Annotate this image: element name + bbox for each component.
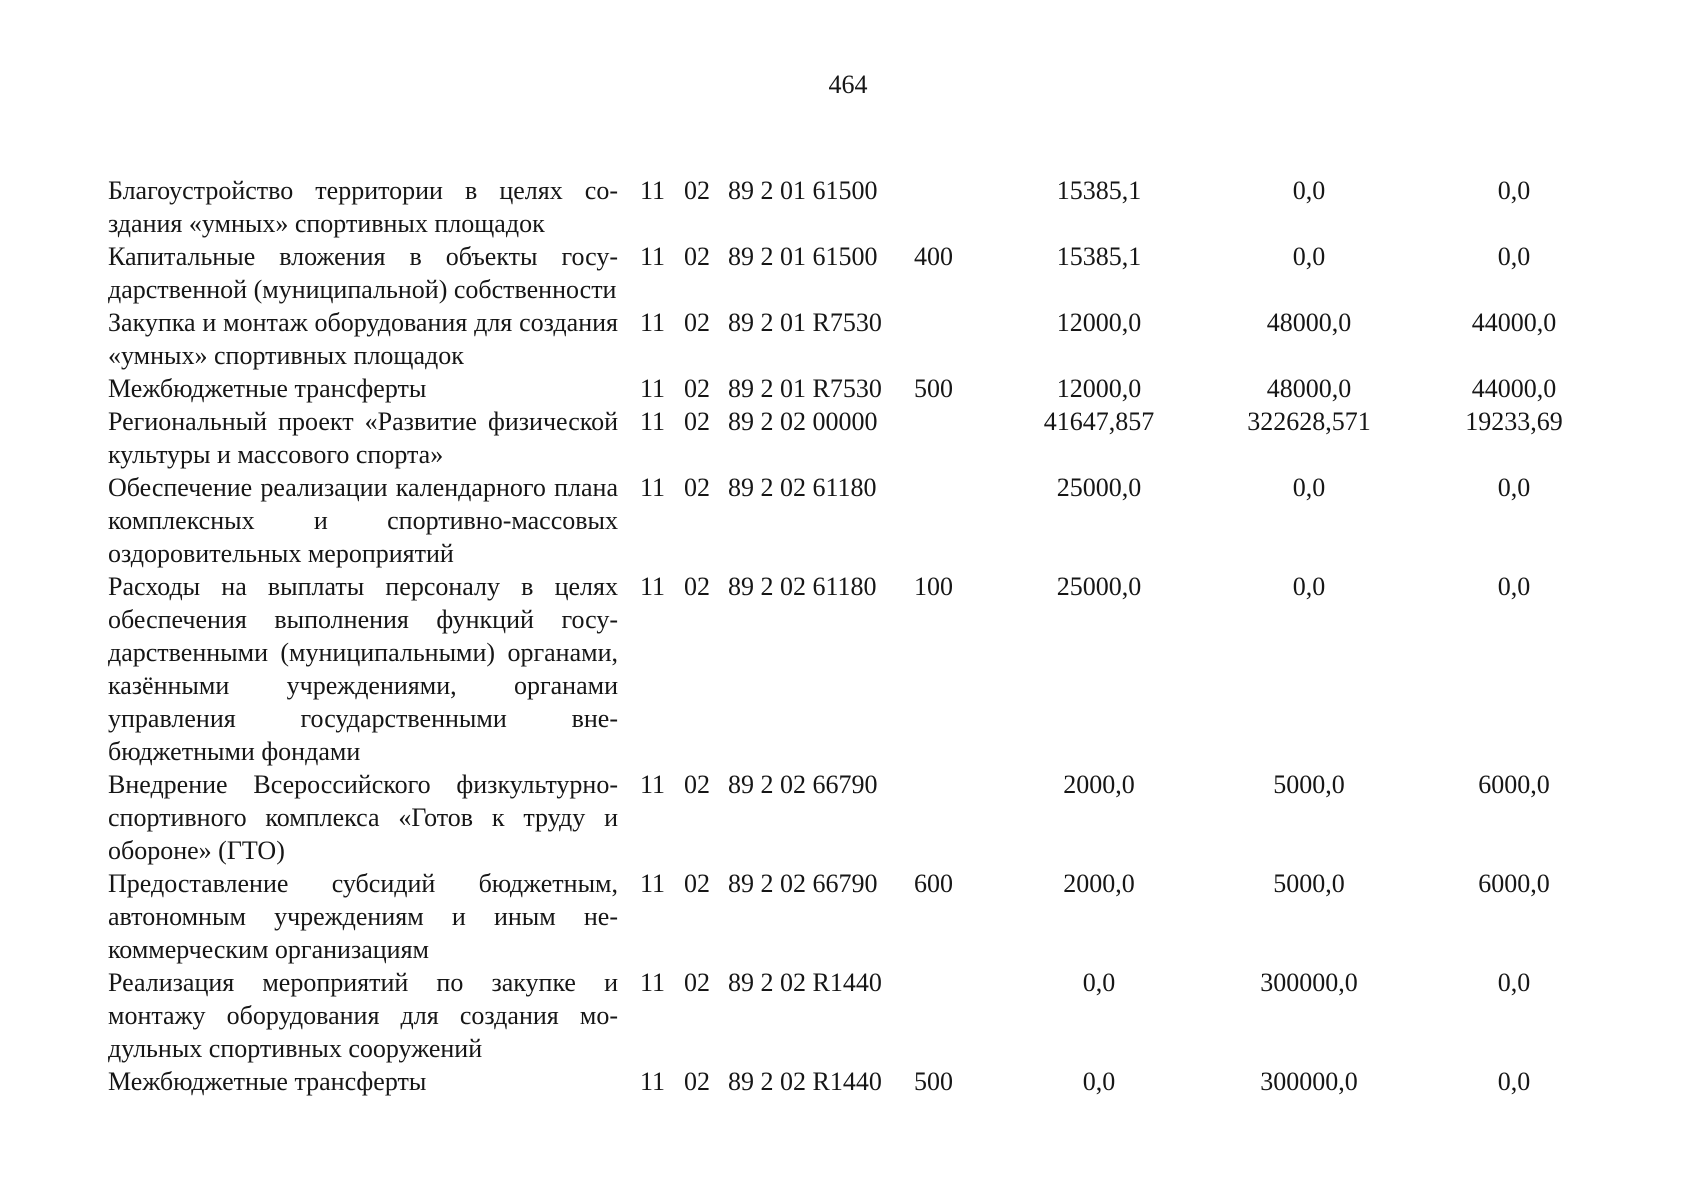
- row-expense-type: [914, 405, 994, 471]
- table-row: [108, 306, 1614, 372]
- row-amount-year3: 0,0: [1497, 176, 1531, 205]
- row-name: Межбюджетные трансферты: [108, 374, 427, 403]
- row-amount-year3: 44000,0: [1471, 374, 1557, 403]
- row-subsection-code: 02: [684, 176, 710, 205]
- row-section-code: 11: [640, 473, 666, 502]
- row-section-code: 11: [640, 176, 666, 205]
- row-name: Обеспечение реализации календарного плана комплексных и спортивно-массовых оздоровительных мероприятий: [108, 473, 618, 568]
- row-amount-year3: 6000,0: [1478, 770, 1550, 799]
- table-row: [108, 966, 1614, 1065]
- row-target-code: 89 2 02 61180: [728, 473, 877, 502]
- row-amount-year1: 2000,0: [1063, 869, 1135, 898]
- row-target-code: 89 2 02 R1440: [728, 1067, 882, 1096]
- row-target-code: 89 2 02 61180: [728, 572, 877, 601]
- row-amount-year2: 300000,0: [1260, 1067, 1358, 1096]
- row-expense-type: 100: [914, 572, 953, 601]
- row-name: Расходы на выплаты персоналу в целях обеспечения выполнения функций государственными (муниципальными) органами, казёнными учреждениями, органами управления государственными внебюджетными фондами: [108, 572, 618, 766]
- table-row: [108, 405, 1614, 471]
- row-amount-year2: 5000,0: [1273, 869, 1345, 898]
- table-row: [108, 867, 1614, 966]
- row-section-code: 11: [640, 770, 666, 799]
- row-subsection-code: 02: [684, 308, 710, 337]
- row-section-code: 11: [640, 572, 666, 601]
- row-section-code: 11: [640, 242, 666, 271]
- row-section-code: 11: [640, 869, 666, 898]
- table-row: [108, 768, 1614, 867]
- table-row: [108, 1065, 1614, 1098]
- row-amount-year2: 48000,0: [1266, 374, 1352, 403]
- row-subsection-code: 02: [684, 770, 710, 799]
- row-amount-year3: 0,0: [1497, 1067, 1531, 1096]
- row-amount-year2: 0,0: [1292, 242, 1326, 271]
- row-amount-year3: 44000,0: [1471, 308, 1557, 337]
- budget-table: [108, 174, 1614, 1098]
- row-section-code: 11: [640, 968, 666, 997]
- row-subsection-code: 02: [684, 968, 710, 997]
- row-expense-type: 600: [914, 869, 953, 898]
- row-target-code: 89 2 02 66790: [728, 869, 878, 898]
- row-target-code: 89 2 01 61500: [728, 176, 878, 205]
- row-expense-type: [914, 306, 994, 372]
- page-number: 464: [828, 70, 868, 99]
- row-amount-year1: 15385,1: [1056, 176, 1142, 205]
- row-amount-year1: 12000,0: [1056, 308, 1142, 337]
- row-target-code: 89 2 01 R7530: [728, 308, 882, 337]
- row-amount-year2: 0,0: [1292, 473, 1326, 502]
- table-row: [108, 372, 1614, 405]
- row-subsection-code: 02: [684, 572, 710, 601]
- row-amount-year2: 0,0: [1292, 572, 1326, 601]
- row-amount-year3: 0,0: [1497, 242, 1531, 271]
- row-amount-year3: 19233,69: [1465, 407, 1563, 436]
- row-name: Благоустройство территории в целях создания «умных» спортивных площадок: [108, 176, 618, 238]
- row-subsection-code: 02: [684, 869, 710, 898]
- row-amount-year1: 0,0: [1082, 1067, 1116, 1096]
- row-amount-year1: 12000,0: [1056, 374, 1142, 403]
- row-subsection-code: 02: [684, 473, 710, 502]
- table-row: [108, 570, 1614, 768]
- table-row: [108, 240, 1614, 306]
- row-amount-year1: 15385,1: [1056, 242, 1142, 271]
- row-name: Региональный проект «Развитие физической культуры и массового спорта»: [108, 407, 618, 469]
- row-expense-type: [914, 174, 994, 240]
- row-amount-year1: 25000,0: [1056, 473, 1142, 502]
- row-subsection-code: 02: [684, 1067, 710, 1096]
- row-target-code: 89 2 02 66790: [728, 770, 878, 799]
- row-expense-type: 500: [914, 1067, 953, 1096]
- row-subsection-code: 02: [684, 407, 710, 436]
- row-section-code: 11: [640, 308, 666, 337]
- row-amount-year2: 322628,571: [1247, 407, 1371, 436]
- row-amount-year3: 0,0: [1497, 473, 1531, 502]
- table-row: [108, 471, 1614, 570]
- row-name: Закупка и монтаж оборудования для создания «умных» спортивных площадок: [108, 308, 618, 370]
- row-target-code: 89 2 02 R1440: [728, 968, 882, 997]
- row-amount-year2: 300000,0: [1260, 968, 1358, 997]
- row-amount-year3: 0,0: [1497, 968, 1531, 997]
- row-name: Внедрение Всероссийского физкультурно-спортивного комплекса «Готов к труду и обороне» (ГТО): [108, 770, 618, 865]
- row-expense-type: 500: [914, 374, 953, 403]
- row-amount-year2: 5000,0: [1273, 770, 1345, 799]
- row-amount-year3: 6000,0: [1478, 869, 1550, 898]
- row-section-code: 11: [640, 1067, 666, 1096]
- row-amount-year1: 0,0: [1082, 968, 1116, 997]
- row-expense-type: [914, 768, 994, 867]
- row-target-code: 89 2 02 00000: [728, 407, 878, 436]
- row-amount-year1: 41647,857: [1043, 407, 1155, 436]
- row-amount-year1: 25000,0: [1056, 572, 1142, 601]
- row-name: Предоставление субсидий бюджетным, автономным учреждениям и иным некоммерческим организациям: [108, 869, 618, 964]
- row-expense-type: 400: [914, 242, 953, 271]
- row-target-code: 89 2 01 61500: [728, 242, 878, 271]
- row-name: Капитальные вложения в объекты государственной (муниципальной) собственности: [108, 242, 618, 304]
- row-section-code: 11: [640, 407, 666, 436]
- row-amount-year2: 48000,0: [1266, 308, 1352, 337]
- row-target-code: 89 2 01 R7530: [728, 374, 882, 403]
- row-amount-year3: 0,0: [1497, 572, 1531, 601]
- row-expense-type: [914, 471, 994, 570]
- row-name: Межбюджетные трансферты: [108, 1067, 427, 1096]
- row-amount-year2: 0,0: [1292, 176, 1326, 205]
- table-row: [108, 174, 1614, 240]
- row-expense-type: [914, 966, 994, 1065]
- row-section-code: 11: [640, 374, 666, 403]
- budget-table-body: [108, 174, 1614, 1098]
- row-subsection-code: 02: [684, 374, 710, 403]
- row-amount-year1: 2000,0: [1063, 770, 1135, 799]
- row-name: Реализация мероприятий по закупке и монтажу оборудования для создания модульных спортивных сооружений: [108, 968, 618, 1063]
- row-subsection-code: 02: [684, 242, 710, 271]
